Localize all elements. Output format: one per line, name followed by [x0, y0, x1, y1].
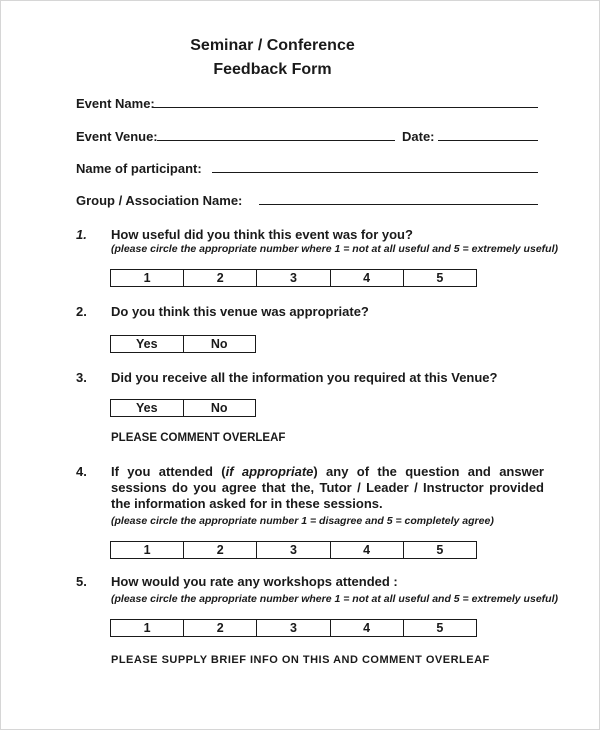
date-label: Date:	[402, 129, 435, 144]
question-3-text: Did you receive all the information you required at this Venue?	[111, 370, 498, 385]
question-4-scale	[110, 541, 477, 559]
question-1-text: How useful did you think this event was for you?	[111, 227, 413, 242]
question-1-note: (please circle the appropriate number where 1 = not at all useful and 5 = extremely useful)	[111, 243, 558, 255]
q5-option-1[interactable]: 1	[111, 620, 184, 637]
q1-option-4[interactable]: 4	[330, 270, 403, 287]
question-2-scale	[110, 335, 256, 353]
question-2-number: 2.	[76, 304, 87, 319]
event-venue-label: Event Venue:	[76, 129, 158, 144]
q1-option-2[interactable]: 2	[184, 270, 257, 287]
q4-option-5[interactable]: 5	[403, 542, 476, 559]
question-1-scale	[110, 269, 477, 287]
participant-label: Name of participant:	[76, 161, 202, 176]
q1-option-5[interactable]: 5	[403, 270, 476, 287]
group-label: Group / Association Name:	[76, 193, 243, 208]
group-line[interactable]	[259, 204, 538, 205]
participant-line[interactable]	[212, 172, 538, 173]
question-5-scale	[110, 619, 477, 637]
question-5-text: How would you rate any workshops attended :	[111, 574, 398, 589]
question-4-text: If you attended (if appropriate) any of the question and answer sessions do you agree that the, Tutor / Leader / Instructor provided the information asked for in these sessions.	[111, 464, 544, 511]
q5-option-5[interactable]: 5	[403, 620, 476, 637]
q5-option-2[interactable]: 2	[184, 620, 257, 637]
question-4-number: 4.	[76, 464, 87, 479]
question-1-number: 1.	[76, 227, 87, 242]
q5-option-4[interactable]: 4	[330, 620, 403, 637]
q4-option-3[interactable]: 3	[257, 542, 330, 559]
q2-option-no[interactable]: No	[183, 336, 256, 353]
question-3-comment: PLEASE COMMENT OVERLEAF	[111, 432, 286, 444]
form-title-line2: Feedback Form	[213, 61, 332, 78]
q1-option-1[interactable]: 1	[111, 270, 184, 287]
event-venue-line[interactable]	[157, 140, 395, 141]
question-3-number: 3.	[76, 370, 87, 385]
q3-option-no[interactable]: No	[183, 400, 256, 417]
question-5-number: 5.	[76, 574, 87, 589]
q5-option-3[interactable]: 3	[257, 620, 330, 637]
question-3-scale	[110, 399, 256, 417]
question-4-note: (please circle the appropriate number 1 = disagree and 5 = completely agree)	[111, 515, 494, 527]
event-name-label: Event Name:	[76, 96, 155, 111]
question-5-comment-cut: PLEASE SUPPLY BRIEF INFO ON THIS AND COMMENT OVERLEAF	[111, 654, 490, 666]
q1-option-3[interactable]: 3	[257, 270, 330, 287]
q4-option-1[interactable]: 1	[111, 542, 184, 559]
form-title-line1: Seminar / Conference	[190, 37, 355, 54]
q4-option-4[interactable]: 4	[330, 542, 403, 559]
q3-option-yes[interactable]: Yes	[111, 400, 184, 417]
date-line[interactable]	[438, 140, 538, 141]
question-2-text: Do you think this venue was appropriate?	[111, 304, 369, 319]
question-5-note: (please circle the appropriate number where 1 = not at all useful and 5 = extremely useful)	[111, 593, 558, 605]
event-name-line[interactable]	[153, 107, 538, 108]
q4-option-2[interactable]: 2	[184, 542, 257, 559]
q2-option-yes[interactable]: Yes	[111, 336, 184, 353]
